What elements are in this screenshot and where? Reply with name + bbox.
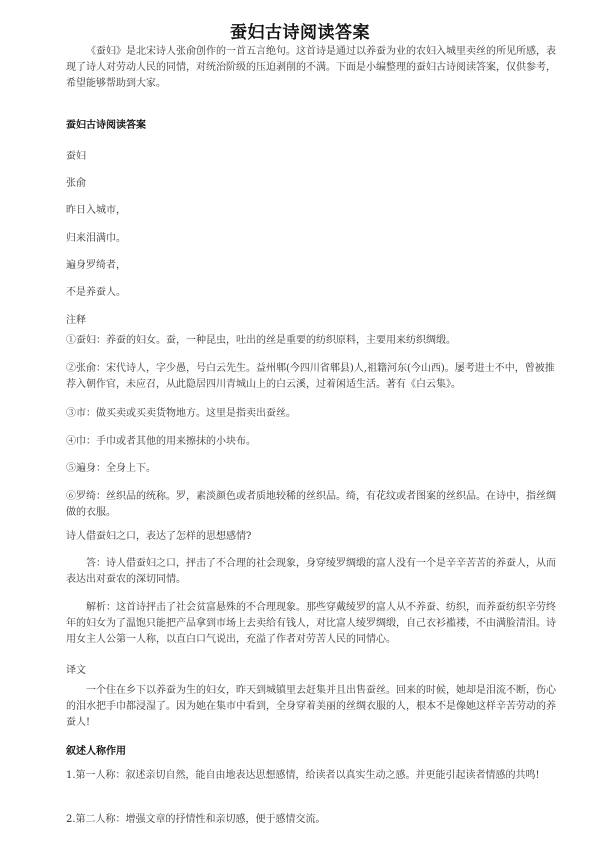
note-item: ④巾：手巾或者其他的用来擦抹的小块布。 — [66, 436, 256, 447]
note-item: ⑤遍身：全身上下。 — [66, 463, 156, 474]
intro-paragraph: 《蚕妇》是北宋诗人张俞创作的一首五言绝句。这首诗是通过以养蚕为业的农妇入城里卖丝的所见所感，表现了诗人对劳动人民的同情，对统治阶级的压迫剥削的不满。下面是小编整理的蚕妇古诗阅读答案，仅供参考，希望能够帮助到大家。 — [66, 46, 556, 89]
poem-line: 归来泪满巾。 — [66, 233, 126, 244]
narration-item: 1.第一人称：叙述亲切自然，能自由地表达思想感情，给读者以真实生动之感。并更能引起读者情感的共鸣! — [66, 770, 540, 781]
note-item: ②张俞：宋代诗人，字少愚，号白云先生。益州郫(今四川省郫县)人,祖籍河东(今山西)。屡考进士不中，曾被推荐入朝作官，未应召，从此隐居四川青城山上的白云溪，过着闲适生活。著有《白云集》。 — [66, 363, 555, 390]
poem-author: 张俞 — [66, 178, 86, 189]
section-heading: 蚕妇古诗阅读答案 — [66, 120, 146, 131]
poem-title: 蚕妇 — [66, 151, 86, 162]
notes-label: 注释 — [66, 315, 86, 326]
poem-line: 遍身罗绮者， — [66, 260, 126, 271]
poem-line: 昨日入城市， — [66, 205, 126, 216]
analysis-text: 解析：这首诗抨击了社会贫富悬殊的不合理现象。那些穿戴绫罗的富人从不养蚕、纺织，而养蚕纺织辛劳终年的妇女为了温饱只能把产品拿到市场上去卖给有钱人，对比富人绫罗绸缎，自己衣衫褴褛，不由满脸清泪。诗用女主人公第一人称，以直白口气说出，充溢了作者对劳苦人民的同情心。 — [66, 602, 556, 645]
page-title: 蚕妇古诗阅读答案 — [230, 23, 370, 43]
translation-label: 译文 — [66, 665, 86, 676]
question-text: 诗人借蚕妇之口，表达了怎样的思想感情? — [66, 531, 252, 542]
note-item: ①蚕妇：养蚕的妇女。蚕，一种昆虫，吐出的丝是重要的纺织原料，主要用来纺织绸缎。 — [66, 335, 456, 346]
narration-heading: 叙述人称作用 — [66, 746, 126, 757]
poem-line: 不是养蚕人。 — [66, 287, 126, 298]
note-item: ⑥罗绮：丝织品的统称。罗，素淡颜色或者质地较稀的丝织品。绮，有花纹或者图案的丝织品。在诗中，指丝绸做的衣服。 — [66, 491, 556, 518]
answer-text: 答：诗人借蚕妇之口，抨击了不合理的社会现象，身穿绫罗绸缎的富人没有一个是辛辛苦苦的养蚕人，从而表达出对蚕农的深切同情。 — [66, 558, 556, 585]
narration-item: 2.第二人称：增强文章的抒情性和亲切感，便于感情交流。 — [66, 814, 326, 825]
translation-text: 一个住在乡下以养蚕为生的妇女，昨天到城镇里去赶集并且出售蚕丝。回来的时候，她却是泪流不断，伤心的泪水把手巾都浸湿了。因为她在集市中看到，全身穿着美丽的丝绸衣服的人，根本不是像她这样辛苦劳动的养蚕人! — [66, 685, 556, 728]
note-item: ③市：做买卖或买卖货物地方。这里是指卖出蚕丝。 — [66, 408, 296, 419]
